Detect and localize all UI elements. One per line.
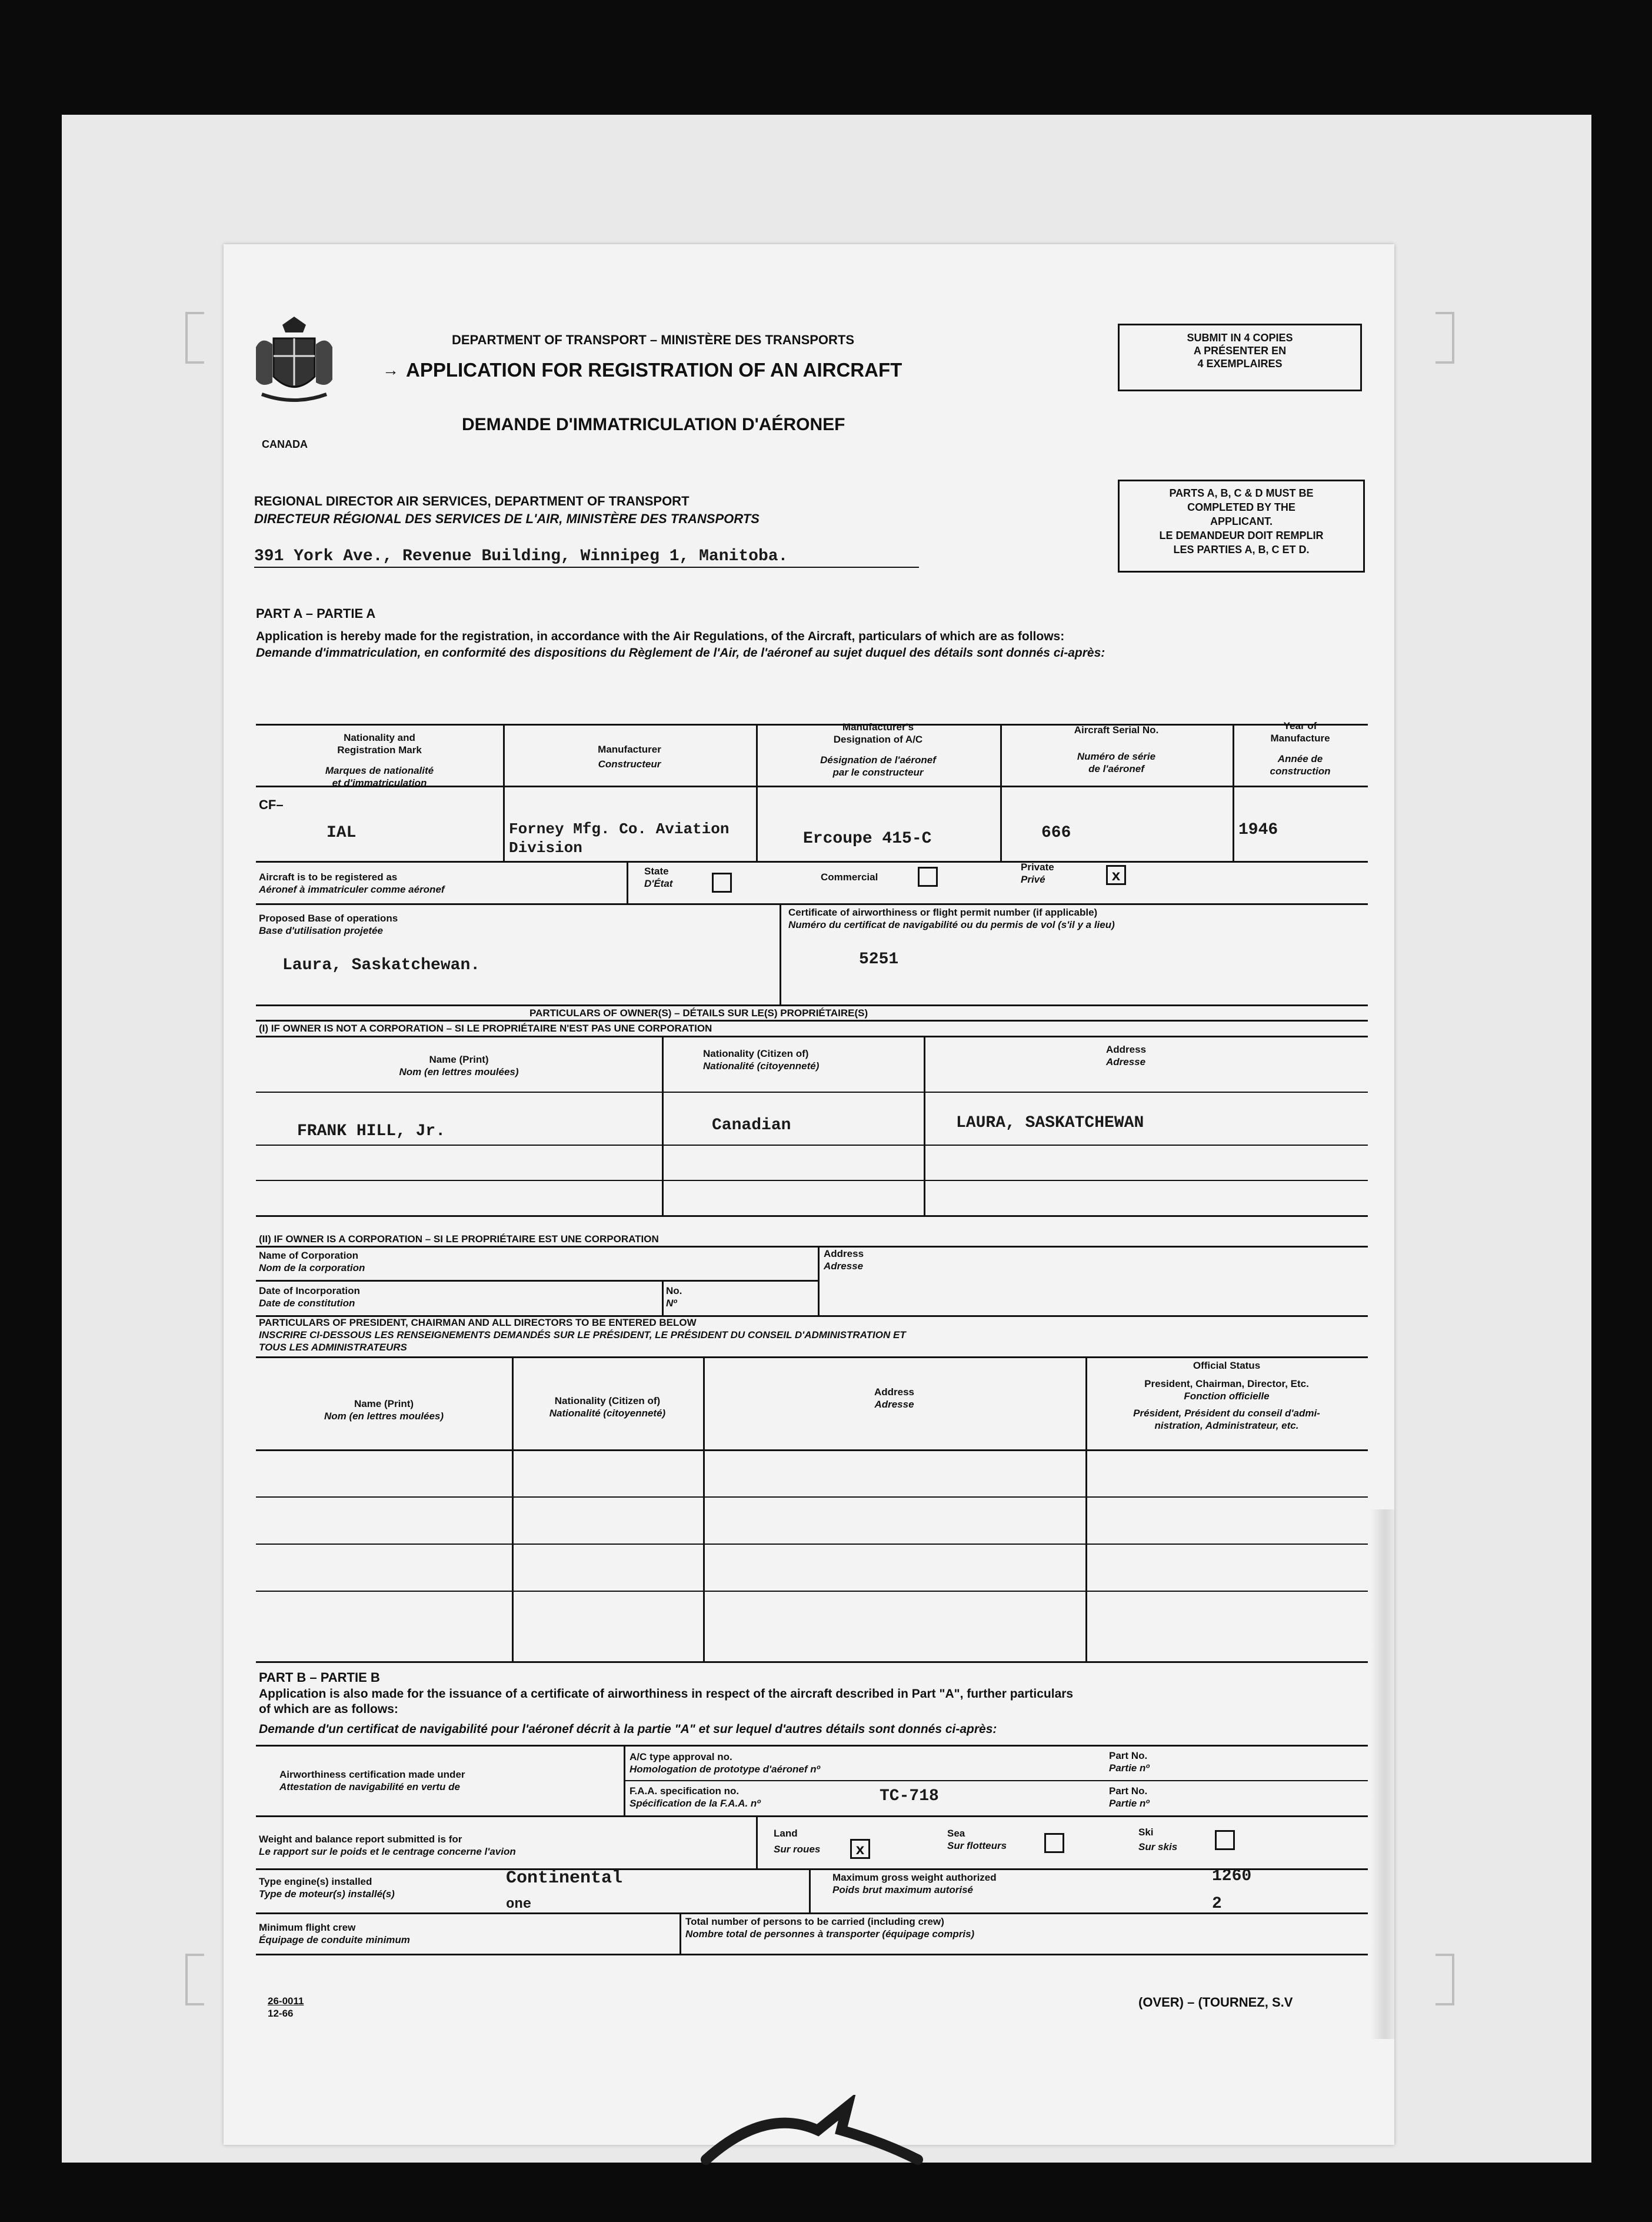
crop-mark-bl: [185, 1954, 204, 2005]
form-number: [268, 1995, 304, 2020]
coat-of-arms-icon: [250, 312, 338, 412]
part-no-label-1: [1109, 1749, 1150, 1774]
col2-l1: Manufacturer: [598, 744, 661, 755]
crop-mark-br: [1435, 1954, 1454, 2005]
engine-fr: Type de moteur(s) installé(s): [259, 1888, 395, 1900]
land-en: Land: [774, 1828, 798, 1839]
wb-en: Weight and balance report submitted is for: [259, 1834, 462, 1845]
registered-as-label: [259, 871, 445, 896]
commercial-label: Commercial: [821, 871, 878, 883]
type-approval-label: [630, 1751, 820, 1775]
owners-heading: PARTICULARS OF OWNER(S) – DÉTAILS SUR LE(S) PROPRIÉTAIRE(S): [529, 1007, 868, 1019]
rule: [256, 1815, 1368, 1817]
dir-name-en: Name (Print): [354, 1398, 414, 1409]
base-label: [259, 912, 398, 937]
parts-box: [1118, 480, 1365, 573]
parts-line-3: APPLICANT.: [1210, 515, 1273, 527]
persons-label: [685, 1915, 974, 1940]
base-value: Laura, Saskatchewan.: [282, 956, 481, 974]
engine-count: one: [506, 1897, 532, 1912]
base-en: Proposed Base of operations: [259, 913, 398, 924]
inc-label: [259, 1285, 360, 1309]
rule: [662, 1280, 664, 1316]
sea-fr: Sur flotteurs: [947, 1840, 1007, 1851]
no-en: No.: [666, 1285, 682, 1296]
cert-label: [788, 906, 1115, 931]
col5-l4: construction: [1270, 766, 1331, 777]
col4-l3: de l'aéronef: [1088, 763, 1144, 774]
not-corp-heading: (I) IF OWNER IS NOT A CORPORATION – SI LE PROPRIÉTAIRE N'EST PAS UNE CORPORATION: [259, 1023, 712, 1034]
directors-heading: [259, 1316, 1365, 1353]
owner-address-value: LAURA, SASKATCHEWAN: [956, 1114, 1144, 1132]
status-l5: nistration, Administrateur, etc.: [1154, 1420, 1299, 1431]
country-label: CANADA: [262, 438, 308, 450]
submit-line-3: 4 EXEMPLAIRES: [1197, 358, 1283, 370]
corp-addr-en: Address: [824, 1248, 864, 1259]
col1-l2: Registration Mark: [337, 744, 422, 756]
corp-name-en: Name of Corporation: [259, 1250, 359, 1261]
col5-l3: Année de: [1277, 753, 1323, 764]
dir-nat-fr: Nationalité (citoyenneté): [549, 1408, 666, 1419]
faa-fr: Spécification de la F.A.A. nº: [630, 1798, 761, 1809]
rule: [256, 1356, 1368, 1358]
parts-line-2: COMPLETED BY THE: [1187, 501, 1295, 513]
part-b-intro-fr: Demande d'un certificat de navigabilité pour l'aéronef décrit à la partie "A" et sur lequel d'autres détails sont donnés ci-après:: [259, 1722, 997, 1736]
rule: [256, 861, 1368, 863]
base-fr: Base d'utilisation projetée: [259, 925, 383, 936]
col4-l1: Aircraft Serial No.: [1074, 724, 1159, 736]
col-year: [1235, 720, 1365, 777]
form-date: 12-66: [268, 2008, 294, 2019]
mgw-label: [832, 1871, 997, 1896]
owner-name-en: Name (Print): [429, 1054, 489, 1065]
part-no-en-1: Part No.: [1109, 1750, 1148, 1761]
directors-en: PARTICULARS OF PRESIDENT, CHAIRMAN AND ALL DIRECTORS TO BE ENTERED BELOW: [259, 1317, 697, 1328]
persons-value: 2: [1212, 1895, 1222, 1913]
over-label: (OVER) – (TOURNEZ, S.V: [1138, 1995, 1293, 2010]
reg-as-en: Aircraft is to be registered as: [259, 871, 398, 883]
col-designation: [759, 721, 997, 779]
status-l2: President, Chairman, Director, Etc.: [1144, 1378, 1309, 1389]
rule: [1085, 1356, 1087, 1662]
mgw-fr: Poids brut maximum autorisé: [832, 1884, 973, 1895]
inc-fr: Date de constitution: [259, 1298, 355, 1309]
rule: [780, 903, 781, 1004]
col-serial: [1003, 724, 1230, 775]
col5-l1: Year of: [1283, 720, 1317, 731]
corp-name-label: [259, 1249, 365, 1274]
rule: [256, 1036, 1368, 1037]
rule: [624, 1780, 1368, 1781]
dir-name-fr: Nom (en lettres moulées): [324, 1411, 444, 1422]
part-no-fr-1: Partie nº: [1109, 1762, 1150, 1774]
reg-as-fr: Aéronef à immatriculer comme aéronef: [259, 884, 445, 895]
ski-label: [1138, 1826, 1177, 1853]
part-no-label-2: [1109, 1785, 1150, 1809]
private-checkbox[interactable]: x: [1106, 865, 1126, 885]
rule: [256, 1246, 1368, 1248]
commercial-checkbox[interactable]: [918, 867, 938, 887]
year-value: 1946: [1238, 821, 1278, 839]
rule: [503, 724, 505, 862]
form-no: 26-0011: [268, 1995, 304, 2007]
owner-name-header: [259, 1053, 659, 1078]
regional-label-fr: DIRECTEUR RÉGIONAL DES SERVICES DE L'AIR, MINISTÈRE DES TRANSPORTS: [254, 511, 760, 526]
owner-nationality-value: Canadian: [712, 1116, 791, 1135]
rule: [256, 1544, 1368, 1545]
owner-name-fr: Nom (en lettres moulées): [399, 1066, 519, 1077]
corp-addr-label: [824, 1248, 864, 1272]
rule: [512, 1356, 514, 1662]
corp-addr-fr: Adresse: [824, 1260, 864, 1272]
faa-en: F.A.A. specification no.: [630, 1785, 740, 1797]
no-fr: Nº: [666, 1298, 677, 1309]
dir-addr-en: Address: [874, 1386, 915, 1398]
parts-line-4: LE DEMANDEUR DOIT REMPLIR: [1159, 530, 1324, 541]
cert-made-label: [279, 1768, 465, 1793]
cert-fr: Numéro du certificat de navigabilité ou du permis de vol (s'il y a lieu): [788, 919, 1115, 930]
directors-fr1: INSCRIRE CI-DESSOUS LES RENSEIGNEMENTS DEMANDÉS SUR LE PRÉSIDENT, LE PRÉSIDENT DU CONSEIL D'ADMINISTRATION ET: [259, 1329, 906, 1340]
rule: [256, 1004, 1368, 1006]
page-title: APPLICATION FOR REGISTRATION OF AN AIRCRAFT: [406, 359, 902, 381]
type-approval-fr: Homologation de prototype d'aéronef nº: [630, 1764, 820, 1775]
owner-addr-en: Address: [1106, 1044, 1147, 1055]
persons-en: Total number of persons to be carried (including crew): [685, 1916, 944, 1927]
rule: [818, 1246, 820, 1316]
rule: [1233, 724, 1234, 862]
part-no-fr-2: Partie nº: [1109, 1798, 1150, 1809]
rule: [256, 1180, 1368, 1181]
rule: [627, 861, 628, 903]
status-l3: Fonction officielle: [1184, 1391, 1270, 1402]
land-fr: Sur roues: [774, 1844, 821, 1855]
ski-fr: Sur skis: [1138, 1841, 1178, 1852]
faa-label: [630, 1785, 761, 1809]
registration-value: IAL: [327, 824, 357, 842]
address-underline: [254, 567, 919, 568]
state-label: [644, 865, 672, 890]
dir-nat-header: [515, 1395, 700, 1419]
cert-made-fr: Attestation de navigabilité en vertu de: [279, 1781, 461, 1792]
owner-addr-header: [1106, 1043, 1146, 1068]
status-l4: Président, Président du conseil d'admi-: [1133, 1408, 1320, 1419]
rule: [256, 1020, 1368, 1022]
part-b-heading: PART B – PARTIE B: [259, 1670, 380, 1685]
submit-box: [1118, 324, 1362, 391]
private-fr: Privé: [1021, 874, 1045, 885]
dir-addr-header: [706, 1386, 1083, 1411]
rule: [256, 1449, 1368, 1451]
col3-l2: Designation of A/C: [833, 734, 923, 745]
wb-fr: Le rapport sur le poids et le centrage concerne l'avion: [259, 1846, 516, 1857]
serial-value: 666: [1041, 824, 1071, 842]
col4-l2: Numéro de série: [1077, 751, 1156, 762]
owner-nat-en: Nationality (Citizen of): [703, 1048, 809, 1059]
cf-prefix: CF–: [259, 797, 284, 812]
owner-nat-fr: Nationalité (citoyenneté): [703, 1060, 820, 1072]
engine-value: Continental: [506, 1868, 623, 1888]
submit-line-2: A PRÉSENTER EN: [1193, 345, 1287, 357]
rule: [256, 903, 1368, 905]
rule: [256, 1661, 1368, 1663]
state-checkbox[interactable]: [712, 873, 732, 893]
faa-value: TC-718: [880, 1787, 939, 1805]
rule: [256, 1868, 1368, 1870]
rule: [256, 1912, 1368, 1914]
type-approval-en: A/C type approval no.: [630, 1751, 732, 1762]
mgw-en: Maximum gross weight authorized: [832, 1872, 997, 1883]
rule: [1000, 724, 1002, 862]
dir-nat-en: Nationality (Citizen of): [554, 1395, 661, 1406]
sea-checkbox[interactable]: [1044, 1833, 1064, 1853]
stand-icon: [694, 2095, 930, 2166]
col5-l2: Manufacture: [1270, 733, 1330, 744]
col-registration: [259, 731, 500, 789]
inc-en: Date of Incorporation: [259, 1285, 360, 1296]
rule: [256, 1591, 1368, 1592]
engine-en: Type engine(s) installed: [259, 1876, 372, 1887]
rule: [256, 1145, 1368, 1146]
col3-l4: par le constructeur: [832, 767, 924, 778]
land-checkbox[interactable]: x: [850, 1839, 870, 1859]
regional-label-en: REGIONAL DIRECTOR AIR SERVICES, DEPARTMENT OF TRANSPORT: [254, 494, 690, 508]
page-title-fr: DEMANDE D'IMMATRICULATION D'AÉRONEF: [462, 415, 845, 434]
torn-edge: [1371, 1509, 1394, 2039]
rule: [256, 1496, 1368, 1498]
col2-l2: Constructeur: [598, 759, 661, 770]
cert-made-en: Airworthiness certification made under: [279, 1769, 465, 1780]
rule: [680, 1912, 681, 1954]
designation-value: Ercoupe 415-C: [803, 830, 932, 848]
sea-en: Sea: [947, 1828, 965, 1839]
col-manufacturer: [506, 743, 753, 770]
state-fr: D'État: [644, 878, 673, 889]
persons-fr: Nombre total de personnes à transporter (équipage compris): [685, 1928, 975, 1940]
part-b-intro-en1: Application is also made for the issuance of a certificate of airworthiness in respect of the aircraft described in Part "A", further particulars: [259, 1687, 1074, 1701]
col1-l1: Nationality and: [344, 732, 415, 743]
part-a-intro-en: Application is hereby made for the registration, in accordance with the Air Regulations, of the Aircraft, particulars of which are as follows:: [256, 630, 1065, 643]
state-en: State: [644, 866, 669, 877]
crew-label: [259, 1921, 410, 1946]
regional-address: 391 York Ave., Revenue Building, Winnipeg 1, Manitoba.: [254, 547, 788, 566]
ski-en: Ski: [1138, 1827, 1154, 1838]
rule: [256, 1280, 818, 1282]
part-no-en-2: Part No.: [1109, 1785, 1148, 1797]
rule: [256, 1954, 1368, 1955]
part-b-intro-en2: of which are as follows:: [259, 1702, 398, 1716]
dir-status-header: [1088, 1359, 1365, 1432]
corp-name-fr: Nom de la corporation: [259, 1262, 365, 1273]
mgw-value: 1260: [1212, 1867, 1252, 1885]
crop-mark-tl: [185, 312, 204, 364]
crew-fr: Équipage de conduite minimum: [259, 1934, 410, 1945]
department-title: DEPARTMENT OF TRANSPORT – MINISTÈRE DES TRANSPORTS: [451, 332, 855, 347]
rule: [924, 1036, 925, 1215]
crop-mark-tr: [1435, 312, 1454, 364]
arrow-icon: →: [382, 361, 399, 379]
private-label: [1021, 861, 1054, 886]
no-label: [666, 1285, 682, 1309]
rule: [256, 1215, 1368, 1217]
rule: [256, 1745, 1368, 1747]
col3-l1: Manufacturer's: [842, 721, 914, 733]
rule: [809, 1868, 811, 1912]
status-l1: Official Status: [1193, 1360, 1261, 1371]
parts-line-1: PARTS A, B, C & D MUST BE: [1169, 487, 1314, 499]
dir-addr-fr: Adresse: [874, 1399, 914, 1410]
col1-l3: Marques de nationalité: [325, 765, 434, 776]
corp-heading: (II) IF OWNER IS A CORPORATION – SI LE PROPRIÉTAIRE EST UNE CORPORATION: [259, 1233, 659, 1245]
owner-nat-header: [703, 1047, 819, 1072]
rule: [756, 1815, 758, 1868]
part-a-heading: PART A – PARTIE A: [256, 606, 376, 621]
sea-label: [947, 1827, 1007, 1852]
crew-en: Minimum flight crew: [259, 1922, 356, 1933]
engine-label: [259, 1875, 395, 1900]
col1-l4: et d'immatriculation: [332, 777, 427, 789]
private-en: Private: [1021, 861, 1054, 873]
owner-name-value: FRANK HILL, Jr.: [297, 1122, 446, 1140]
directors-fr2: TOUS LES ADMINISTRATEURS: [259, 1342, 407, 1353]
submit-line-1: SUBMIT IN 4 COPIES: [1187, 332, 1293, 344]
cert-value: 5251: [859, 950, 899, 969]
dir-name-header: [259, 1398, 509, 1422]
application-form: [224, 244, 1394, 2145]
cert-en: Certificate of airworthiness or flight permit number (if applicable): [788, 907, 1098, 918]
manufacturer-value: Forney Mfg. Co. Aviation Division: [509, 820, 730, 857]
ski-checkbox[interactable]: [1215, 1830, 1235, 1850]
col3-l3: Désignation de l'aéronef: [820, 754, 936, 766]
owner-addr-fr: Adresse: [1106, 1056, 1146, 1067]
part-a-intro-fr: Demande d'immatriculation, en conformité des dispositions du Règlement de l'Air, de l'aéronef au sujet duquel des détails sont donnés ci-après:: [256, 646, 1105, 660]
parts-line-5: LES PARTIES A, B, C ET D.: [1173, 544, 1310, 556]
land-label: [774, 1827, 820, 1855]
wb-label: [259, 1833, 516, 1858]
rule: [256, 1092, 1368, 1093]
rule: [703, 1356, 705, 1662]
rule: [662, 1036, 664, 1215]
